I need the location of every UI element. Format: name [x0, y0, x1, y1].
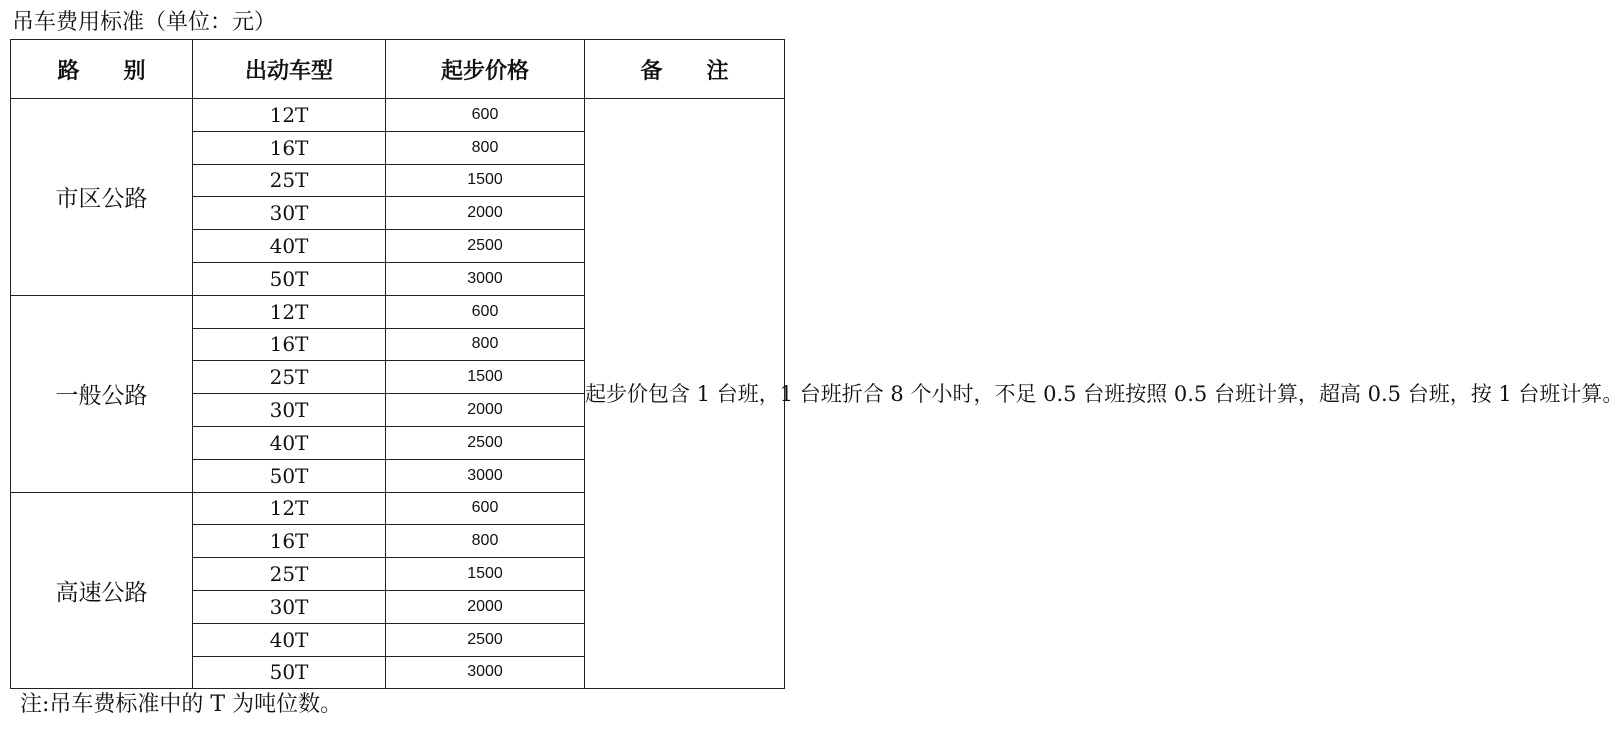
starting-price-cell: 800 — [386, 131, 585, 164]
road-type-cell: 市区公路 — [11, 99, 193, 296]
crane-model-cell: 30T — [193, 394, 386, 427]
header-model: 出动车型 — [193, 40, 386, 99]
crane-model-cell: 12T — [193, 99, 386, 132]
starting-price-cell: 800 — [386, 328, 585, 361]
starting-price-cell: 3000 — [386, 262, 585, 295]
starting-price-cell: 2000 — [386, 394, 585, 427]
footnote: 注:吊车费标准中的 T 为吨位数。 — [20, 692, 343, 717]
crane-model-cell: 50T — [193, 656, 386, 689]
starting-price-cell: 1500 — [386, 164, 585, 197]
starting-price-cell: 3000 — [386, 459, 585, 492]
crane-model-cell: 25T — [193, 164, 386, 197]
starting-price-cell: 2500 — [386, 426, 585, 459]
table-row — [11, 99, 785, 132]
crane-model-cell: 40T — [193, 230, 386, 263]
starting-price-cell: 600 — [386, 295, 585, 328]
crane-model-cell: 50T — [193, 262, 386, 295]
crane-fee-table — [10, 39, 1623, 689]
table-body — [11, 99, 1623, 689]
starting-price-cell: 1500 — [386, 558, 585, 591]
starting-price-cell: 800 — [386, 525, 585, 558]
crane-model-cell: 30T — [193, 197, 386, 230]
document-title: 吊车费用标准（单位：元） — [12, 10, 277, 35]
remark-cell: 起步价包含 1 台班，1 台班折合 8 个小时，不足 0.5 台班按照 0.5 台班计算，超高 0.5 台班，按 1 台班计算。 — [585, 99, 785, 689]
crane-model-cell: 30T — [193, 590, 386, 623]
crane-model-cell: 40T — [193, 426, 386, 459]
road-type-cell: 一般公路 — [11, 295, 193, 492]
road-type-cell: 高速公路 — [11, 492, 193, 689]
crane-model-cell: 12T — [193, 295, 386, 328]
header-road: 路 别 — [11, 40, 193, 99]
crane-model-cell: 12T — [193, 492, 386, 525]
crane-model-cell: 16T — [193, 131, 386, 164]
crane-model-cell: 25T — [193, 361, 386, 394]
starting-price-cell: 2500 — [386, 230, 585, 263]
crane-model-cell: 40T — [193, 623, 386, 656]
starting-price-cell: 3000 — [386, 656, 585, 689]
starting-price-cell: 2500 — [386, 623, 585, 656]
crane-model-cell: 16T — [193, 525, 386, 558]
crane-model-cell: 16T — [193, 328, 386, 361]
starting-price-cell: 2000 — [386, 590, 585, 623]
crane-model-cell: 25T — [193, 558, 386, 591]
header-remark: 备 注 — [585, 40, 785, 99]
header-price: 起步价格 — [386, 40, 585, 99]
starting-price-cell: 600 — [386, 492, 585, 525]
starting-price-cell: 600 — [386, 99, 585, 132]
starting-price-cell: 1500 — [386, 361, 585, 394]
starting-price-cell: 2000 — [386, 197, 585, 230]
crane-model-cell: 50T — [193, 459, 386, 492]
table-header-row — [11, 40, 785, 99]
